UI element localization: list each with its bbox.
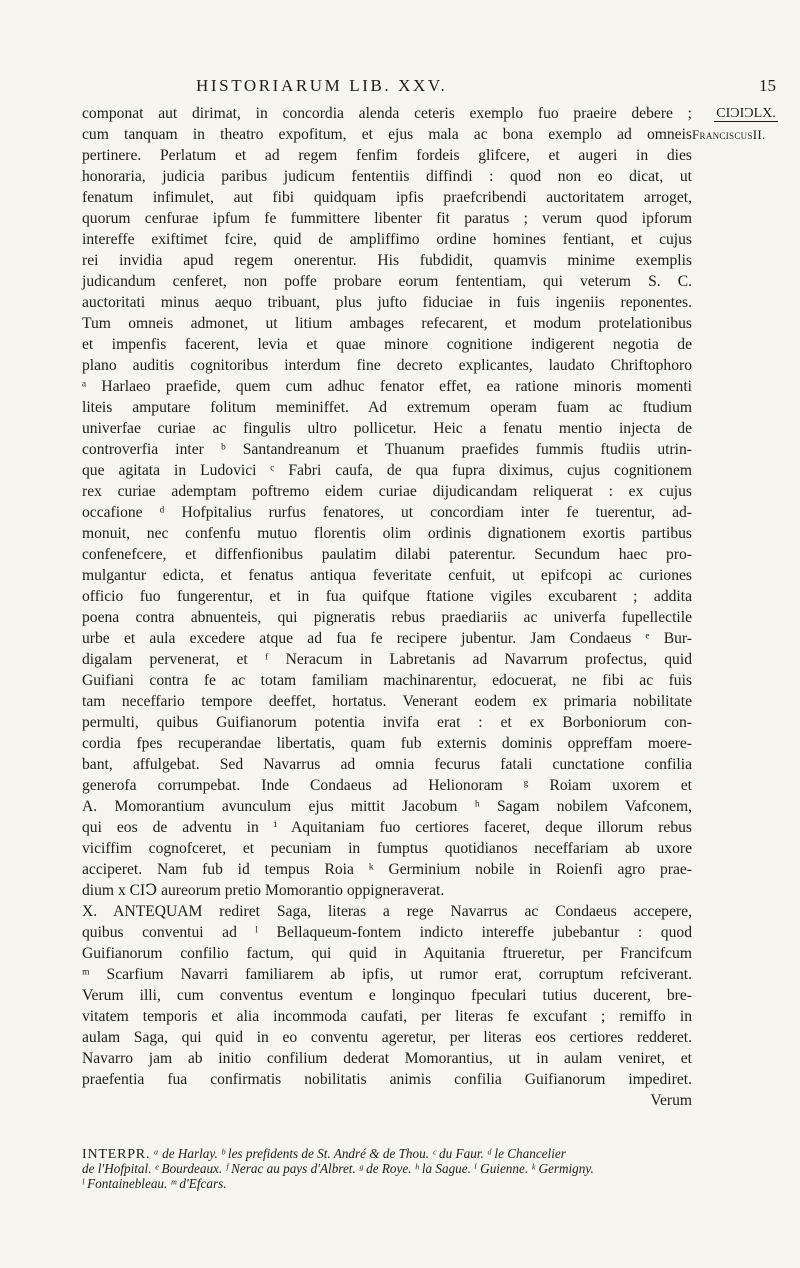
footnote-text: ᵃ de Harlay. ᵇ les prefidents de St. André & de Thou. ᶜ du Faur. ᵈ le Chancelier: [153, 1146, 566, 1161]
text-line: A. Momorantium avunculum ejus mittit Jacobum ʰ Sagam nobilem Vafconem,: [82, 798, 692, 815]
text-line: praefentia fua confirmatis nobilitatis animis confilia Guifianorum impediret.: [82, 1071, 692, 1088]
text-line: cordia fpes recuperandae libertatis, quam fub externis dominis oppreffam moere-: [82, 735, 692, 752]
text-line: pertinere. Perlatum et ad regem fenfim fordeis glifcere, et augeri in dies: [82, 147, 692, 164]
text-line: bant, affulgebat. Sed Navarrus ad omnia fecurus fatali cunctatione confilia: [82, 756, 692, 773]
text-line: ᵃ Harlaeo praefide, quem cum adhuc fenator effet, ea ratione minoris momenti: [82, 378, 692, 395]
text-line: officio fuo fungerentur, et in fua quifque ftatione vigiles excubarent ; addita: [82, 588, 692, 605]
text-line: plano auditis cognitoribus interdum fine decreto explicantes, laudato Chriftophoro: [82, 357, 692, 374]
text-line: liteis amputare folitum meminiffet. Ad extremum operam fuam ac ftudium: [82, 399, 692, 416]
text-line: tam neceffario tempore deeffet, hortatus. Venerant eodem ex primaria nobilitate: [82, 693, 692, 710]
footnote-text: de l'Hofpital. ᵉ Bourdeaux. ᶠ Nerac au pays d'Albret. ᵍ de Roye. ʰ la Sague. ⁱ Guienne. ᵏ Germigny.: [82, 1161, 594, 1176]
text-line: urbe et aula excedere atque ad fua fe recipere jubentur. Jam Condaeus ᵉ Bur-: [82, 630, 692, 647]
text-line: monuit, nec confenfu mutuo florentis olim ordinis dignationem exortis partibus: [82, 525, 692, 542]
text-line: dium x CIↃ aureorum pretio Momorantio oppigneraverat.: [82, 882, 445, 899]
text-line: fenatum infimulet, aut fibi quidquam ipfis praefcribendi auctoritatem arroget,: [82, 189, 692, 206]
text-line: acciperet. Nam fub id tempus Roia ᵏ Germinium nobile in Roienfi agro prae-: [82, 861, 692, 878]
text-line: Guifiani contra fe ac totam familiam machinarentur, edocuerat, ne fibi ac fuis: [82, 672, 692, 689]
text-line: rex curiae ademptam poftremo eidem curiae dijudicandam reliquerat : ex cujus: [82, 483, 692, 500]
footnote-line: [82, 1176, 782, 1191]
text-line: rei invidia apud regem onerentur. His fubdidit, quamvis minime exemplis: [82, 252, 692, 269]
text-line: univerfae curiae ac fingulis ultro pollicetur. Heic a fenatu mentio injecta de: [82, 420, 692, 437]
text-line: Navarro jam ab initio confilium dederat Momorantius, ut in aulam veniret, et: [82, 1050, 692, 1067]
text-line: vitatem temporis et alia incommoda caufati, per literas fe excufant ; remiffo in: [82, 1008, 692, 1025]
text-line: quibus conventui ad ˡ Bellaqueum-fontem indicto intereffe jubebantur : quod: [82, 924, 692, 941]
text-line: generofa corrumpebat. Inde Condaeus ad Helionoram ᵍ Roiam uxorem et: [82, 777, 692, 794]
text-line: Tum omneis admonet, ut litium ambages refecarent, et modum protelationibus: [82, 315, 692, 332]
text-line: aulam Saga, qui quid in eo conventu ageretur, per literas eos certiores redderet.: [82, 1029, 692, 1046]
text-line: confenefcere, et diffenfionibus paulatim dilabi paterentur. Secundum haec pro-: [82, 546, 692, 563]
text-line: judicandum cenferet, non poffe probare eorum fententiam, qui veterum S. C.: [82, 273, 692, 290]
text-line: Verum illi, cum conventus eventum e longinquo fpeculari tutius ducerent, bre-: [82, 987, 692, 1004]
text-line: componat aut dirimat, in concordia alenda ceteris exemplo fuo praeire debere ;: [82, 105, 692, 122]
text-line: qui eos de adventu in ⁱ Aquitaniam fuo certiores faceret, deque illorum rebus: [82, 819, 692, 836]
footnote-text: ˡ Fontainebleau. ᵐ d'Efcars.: [82, 1176, 227, 1191]
text-line: que agitata in Ludovici ᶜ Fabri caufa, de qua fupra diximus, cujus cognitionem: [82, 462, 692, 479]
text-line: digalam pervenerat, et ᶠ Neracum in Labretanis ad Navarrum profectus, quid: [82, 651, 692, 668]
text-line: et impenfis facerent, levia et quae minore cognitione indigerent negotia de: [82, 336, 692, 353]
text-line: mulgantur edicta, et fenatus antiqua feveritate cenfuit, ut epifcopi ac curiones: [82, 567, 692, 584]
text-line: occafione ᵈ Hofpitalius rurfus fenatores, ut concordiam inter fe tuerentur, ad-: [82, 504, 692, 521]
text-line: poena contra abnuenteis, qui pigneratis rebus praediariis ac univerfa fupellectile: [82, 609, 692, 626]
margin-year: CIƆIƆLX.: [716, 106, 776, 121]
page-number: 15: [759, 76, 776, 95]
footnote-line: [82, 1161, 782, 1176]
text-line: honoraria, judicia paribus judicum fententiis diffindi : quod non eo dicat, ut: [82, 168, 692, 185]
text-line: cum tanquam in theatro expofitum, et ejus mala ac bona exemplo ad omneis: [82, 126, 692, 143]
footnotes: [82, 1146, 782, 1191]
margin-king-name: FranciscusII.: [692, 127, 766, 142]
text-line: viciffim cognofceret, et pecuniam in fumptus quotidianos neceffariam ab uxore: [82, 840, 692, 857]
footnote-line: [82, 1146, 782, 1161]
footnote-heading: INTERPR.: [82, 1147, 151, 1162]
text-line: controverfia inter ᵇ Santandreanum et Thuanum praefides fummis ftudiis utrin-: [82, 441, 692, 458]
text-line: intereffe exiftimet fcire, quid de ampliffimo ordine homines fentiant, et cujus: [82, 231, 692, 248]
running-title: HISTORIARUM LIB. XXV.: [196, 76, 448, 95]
text-line: X. ANTEQUAM rediret Saga, literas a rege Navarrus ac Condaeus accepere,: [82, 903, 692, 920]
text-line: quorum cenfurae ipfum fe fummittere libenter fit paratus ; verum quod ipforum: [82, 210, 692, 227]
text-line: Guifianorum confilio factum, qui quid in Aquitania ftrueretur, per Francifcum: [82, 945, 692, 962]
catchword: Verum: [650, 1092, 692, 1109]
running-head: [196, 76, 776, 100]
text-line: ᵐ Scarfium Navarri familiarem ab ipfis, ut rumor erat, corruptum refciverant.: [82, 966, 692, 983]
text-line: permulti, quibus Guifianorum potentia invifa erat : et ex Borboniorum con-: [82, 714, 692, 731]
text-line: auctoritati minus aequo tribuant, plus jufto fiduciae in fuis ingeniis reponentes.: [82, 294, 692, 311]
